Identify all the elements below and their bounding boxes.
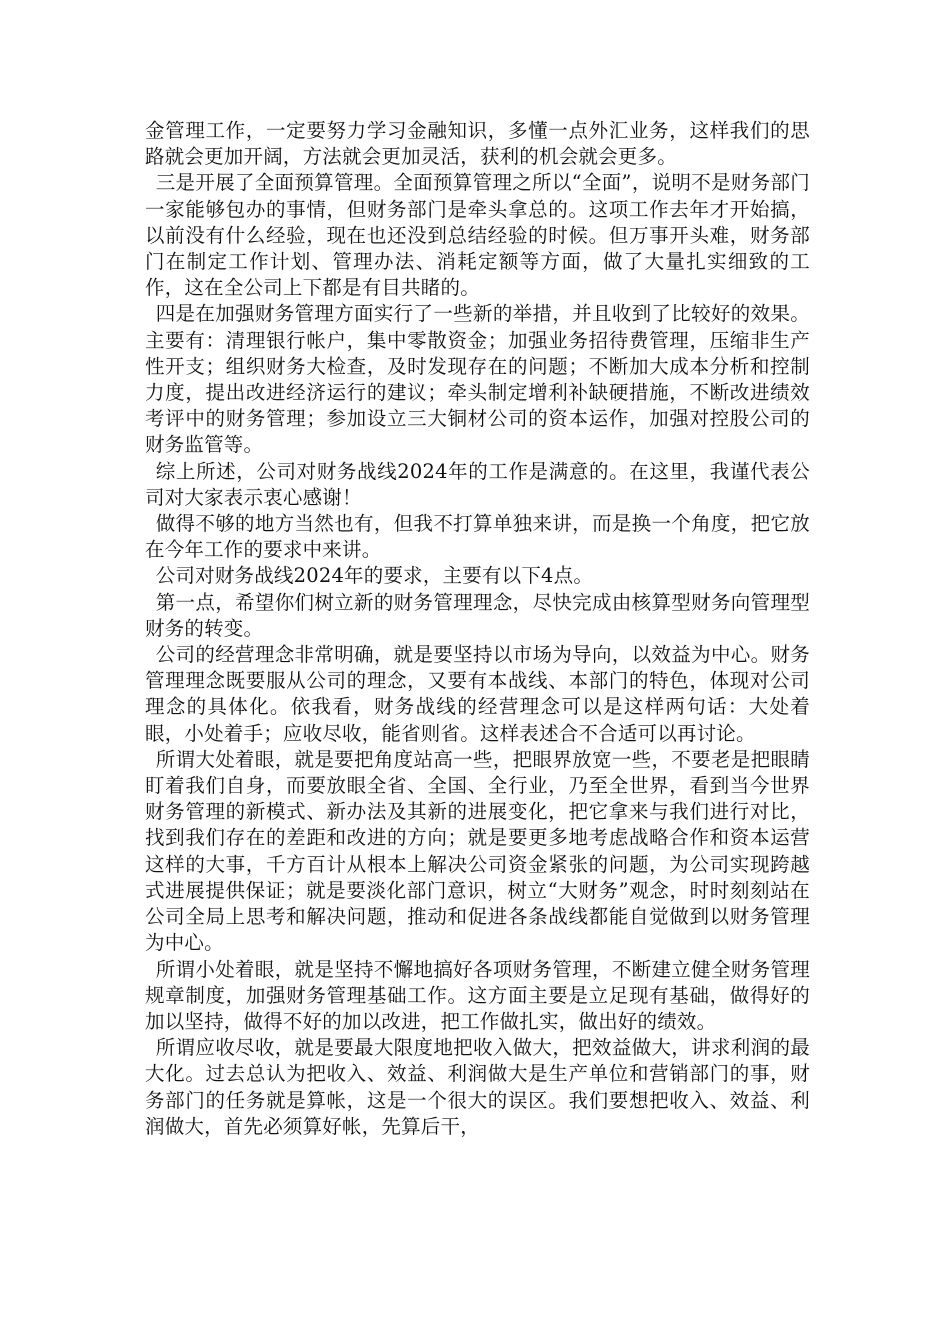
paragraph-5: 做得不够的地方当然也有，但我不打算单独来讲，而是换一个角度，把它放在今年工作的要求中来讲。	[145, 512, 810, 562]
paragraph-11: 所谓应收尽收，就是要最大限度地把收入做大，把效益做大，讲求利润的最大化。过去总认为把收入、效益、利润做大是生产单位和营销部门的事，财务部门的任务就是算帐，这是一个很大的误区。我们要想把收入、效益、利润做大，首先必须算好帐，先算后干，	[145, 1036, 810, 1138]
paragraph-6: 公司对财务战线2024年的要求，主要有以下4点。	[155, 564, 594, 588]
paragraph-3: 四是在加强财务管理方面实行了一些新的举措，并且收到了比较好的效果。主要有：清理银行帐户，集中零散资金；加强业务招待费管理，压缩非生产性开支；组织财务大检查，及时发现存在的问题；不断加大成本分析和控制力度，提出改进经济运行的建议；牵头制定增利补缺硬措施，不断改进绩效考评中的财务管理；参加设立三大铜材公司的资本运作，加强对控股公司的财务监管等。	[145, 302, 810, 457]
paragraph-8: 公司的经营理念非常明确，就是要坚持以市场为导向，以效益为中心。财务管理理念既要服从公司的理念，又要有本战线、本部门的特色，体现对公司理念的具体化。依我看，财务战线的经营理念可以是这样两句话：大处着眼，小处着手；应收尽收，能省则省。这样表述合不合适可以再讨论。	[145, 643, 810, 745]
document-page	[145, 118, 810, 1140]
paragraph-4: 综上所述，公司对财务战线2024年的工作是满意的。在这里，我谨代表公司对大家表示衷心感谢！	[145, 459, 810, 509]
paragraph-2: 三是开展了全面预算管理。全面预算管理之所以“全面”，说明不是财务部门一家能够包办的事情，但财务部门是牵头拿总的。这项工作去年才开始搞，以前没有什么经验，现在也还没到总结经验的时候。但万事开头难，财务部门在制定工作计划、管理办法、消耗定额等方面，做了大量扎实细致的工作，这在全公司上下都是有目共睹的。	[145, 171, 810, 300]
paragraph-1: 金管理工作，一定要努力学习金融知识，多懂一点外汇业务，这样我们的思路就会更加开阔，方法就会更加灵活，获利的机会就会更多。	[145, 119, 810, 169]
paragraph-7: 第一点，希望你们树立新的财务管理理念，尽快完成由核算型财务向管理型财务的转变。	[145, 590, 810, 640]
paragraph-9: 所谓大处着眼，就是要把角度站高一些，把眼界放宽一些，不要老是把眼睛盯着我们自身，而要放眼全省、全国、全行业，乃至全世界，看到当今世界财务管理的新模式、新办法及其新的进展变化，把它拿来与我们进行对比，找到我们存在的差距和改进的方向；就是要更多地考虑战略合作和资本运营这样的大事，千方百计从根本上解决公司资金紧张的问题，为公司实现跨越式进展提供保证；就是要淡化部门意识，树立“大财务”观念，时时刻刻站在公司全局上思考和解决问题，推动和促进各条战线都能自觉做到以财务管理为中心。	[145, 747, 810, 955]
paragraph-10: 所谓小处着眼，就是坚持不懈地搞好各项财务管理，不断建立健全财务管理规章制度，加强财务管理基础工作。这方面主要是立足现有基础，做得好的加以坚持，做得不好的加以改进，把工作做扎实，做出好的绩效。	[145, 957, 810, 1033]
